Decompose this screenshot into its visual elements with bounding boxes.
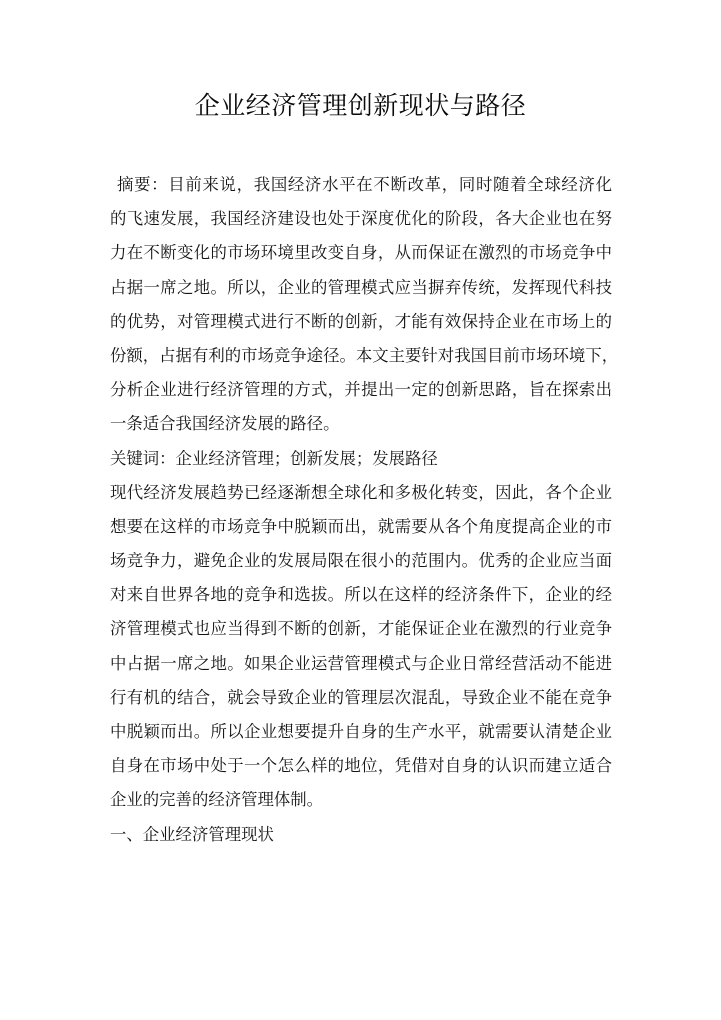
abstract-line: 占据一席之地。所以，企业的管理模式应当摒弃传统，发挥现代科技 [110, 277, 612, 297]
intro-line: 自身在市场中处于一个怎么样的地位，凭借对自身的认识而建立适合 [110, 756, 612, 776]
abstract-line: 的优势，对管理模式进行不断的创新，才能有效保持企业在市场上的 [110, 311, 612, 331]
intro-line: 济管理模式也应当得到不断的创新，才能保证企业在激烈的行业竞争 [110, 619, 612, 639]
intro-line: 企业的完善的经济管理体制。 [110, 790, 324, 810]
document-title: 企业经济管理创新现状与路径 [194, 91, 527, 120]
intro-line: 行有机的结合，就会导致企业的管理层次混乱，导致企业不能在竞争 [110, 687, 612, 707]
section-heading: 一、企业经济管理现状 [110, 824, 274, 844]
intro-line: 想要在这样的市场竞争中脱颖而出，就需要从各个角度提高企业的市 [110, 516, 612, 536]
abstract-line: 分析企业进行经济管理的方式，并提出一定的创新思路，旨在探索出 [110, 380, 612, 400]
abstract-line: 一条适合我国经济发展的路径。 [110, 414, 340, 434]
abstract-paragraph [110, 168, 619, 442]
abstract-line: 力在不断变化的市场环境里改变自身，从而保证在激烈的市场竞争中 [110, 243, 612, 263]
intro-line: 现代经济发展趋势已经逐渐想全球化和多极化转变，因此，各个企业 [110, 482, 612, 502]
keywords-line: 关键词：企业经济管理；创新发展；发展路径 [110, 448, 438, 468]
intro-line: 对来自世界各地的竞争和选拔。所以在这样的经济条件下，企业的经 [110, 585, 612, 605]
intro-paragraph [110, 476, 612, 818]
abstract-line: 摘要：目前来说，我国经济水平在不断改革，同时随着全球经济化 [117, 175, 612, 194]
intro-line: 中占据一席之地。如果企业运营管理模式与企业日常经营活动不能进 [110, 653, 612, 673]
abstract-line: 的飞速发展，我国经济建设也处于深度优化的阶段，各大企业也在努 [110, 209, 612, 229]
abstract-line: 份额，占据有利的市场竞争途径。本文主要针对我国目前市场环境下， [110, 345, 619, 365]
document-body [110, 168, 619, 852]
intro-line: 场竞争力，避免企业的发展局限在很小的范围内。优秀的企业应当面 [110, 551, 612, 571]
intro-line: 中脱颖而出。所以企业想要提升自身的生产水平，就需要认清楚企业 [110, 722, 612, 741]
